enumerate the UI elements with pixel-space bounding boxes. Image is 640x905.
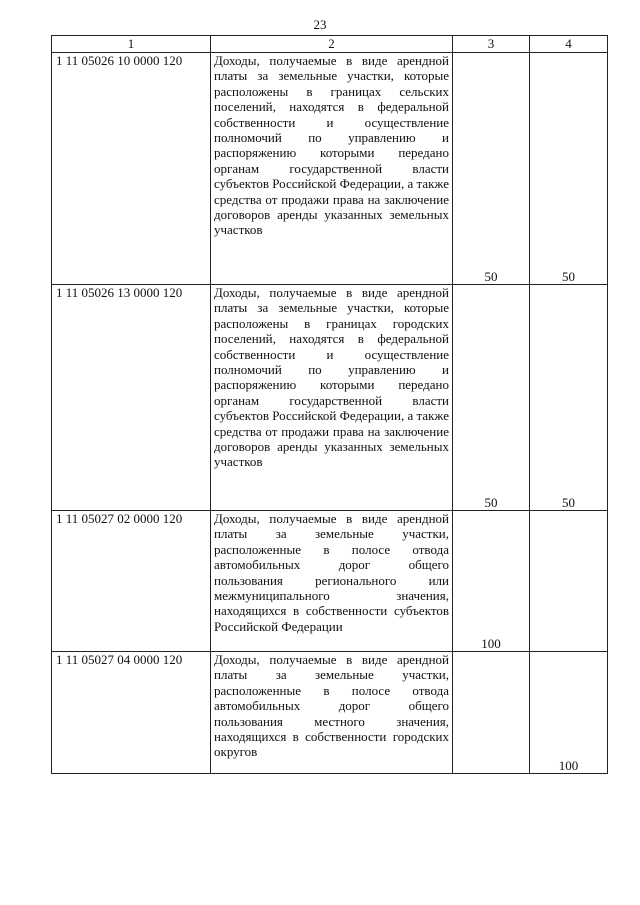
value-col4: 50: [530, 53, 608, 285]
value-col4: 50: [530, 285, 608, 511]
table-row: [52, 652, 608, 774]
column-header-4: 4: [530, 36, 608, 53]
value-col3: [453, 652, 530, 774]
value-col3: 100: [453, 511, 530, 652]
budget-code: 1 11 05026 10 0000 120: [52, 53, 211, 285]
budget-code: 1 11 05026 13 0000 120: [52, 285, 211, 511]
revenue-table: [51, 35, 608, 774]
column-header-3: 3: [453, 36, 530, 53]
value-col4: [530, 511, 608, 652]
table-row: [52, 511, 608, 652]
table-row: [52, 285, 608, 511]
revenue-description: Доходы, получаемые в виде арендной платы за земельные участки, которые расположены в границах сельских поселений, находятся в федеральной собственности и осуществление полномочий по управлению и распоряжению которыми передано органам государственной власти субъектов Российской Федерации, а также средства от продажи права на заключение договоров аренды указанных земельных участков: [211, 53, 453, 285]
value-col3: 50: [453, 285, 530, 511]
revenue-description: Доходы, получаемые в виде арендной платы за земельные участки, расположенные в полосе отвода автомобильных дорог общего пользования местного значения, находящихся в собственности городских округов: [211, 652, 453, 774]
column-header-1: 1: [52, 36, 211, 53]
revenue-description: Доходы, получаемые в виде арендной платы за земельные участки, которые расположены в границах городских поселений, находятся в федеральной собственности и осуществление полномочий по управлению и распоряжению которыми передано органам государственной власти субъектов Российской Федерации, а также средства от продажи права на заключение договоров аренды указанных земельных участков: [211, 285, 453, 511]
revenue-description: Доходы, получаемые в виде арендной платы за земельные участки, расположенные в полосе отвода автомобильных дорог общего пользования регионального или межмуниципального значения, находящихся в собственности субъектов Российской Федерации: [211, 511, 453, 652]
value-col3: 50: [453, 53, 530, 285]
column-header-2: 2: [211, 36, 453, 53]
table-header-row: [52, 36, 608, 53]
table-row: [52, 53, 608, 285]
budget-code: 1 11 05027 04 0000 120: [52, 652, 211, 774]
value-col4: 100: [530, 652, 608, 774]
page-number: 23: [313, 17, 327, 32]
budget-code: 1 11 05027 02 0000 120: [52, 511, 211, 652]
